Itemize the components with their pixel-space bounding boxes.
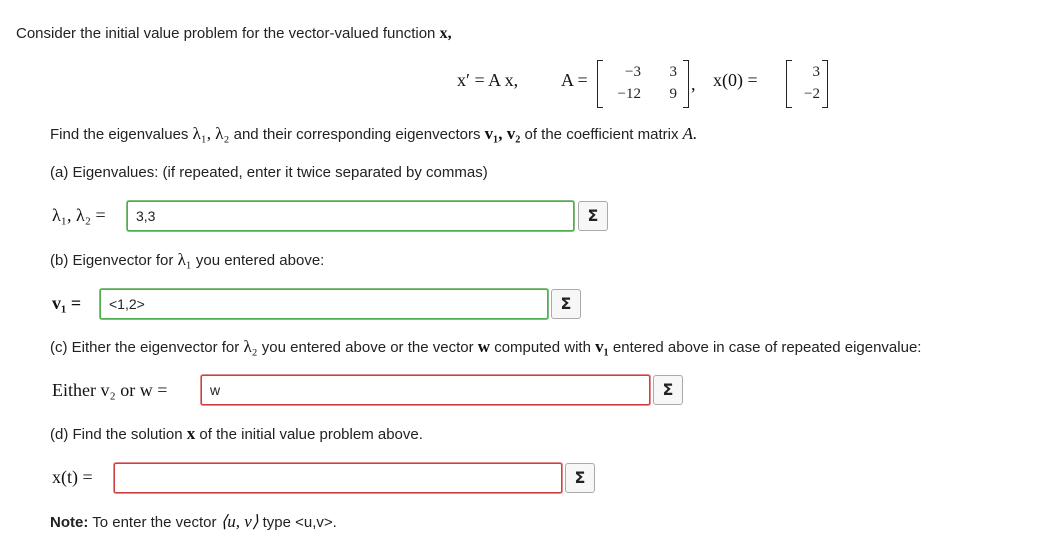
part-b-text: (b) Eigenvector for bbox=[50, 252, 174, 269]
equation-comma: , bbox=[691, 74, 696, 94]
note-label: Note: bbox=[50, 514, 89, 531]
part-a-math-label: λ₁, λ₂ = bbox=[52, 205, 106, 225]
equation-editor-button[interactable]: Σ bbox=[565, 463, 595, 493]
solution-input[interactable] bbox=[114, 463, 562, 493]
part-a-label: (a) Eigenvalues: (if repeated, enter it twice separated by commas) bbox=[50, 164, 488, 181]
intro-text: Consider the initial value problem for the vector-valued function bbox=[16, 25, 436, 42]
part-c-text: entered above in case of repeated eigenvalue: bbox=[612, 339, 922, 356]
eigenvector-v1-input[interactable] bbox=[100, 289, 548, 319]
instruction-text: and their corresponding eigenvectors bbox=[233, 126, 481, 143]
part-d-symbol: x bbox=[186, 424, 196, 443]
eigenvector-v2-or-w-input[interactable] bbox=[201, 375, 650, 405]
matrix-cell: 9 bbox=[669, 86, 677, 102]
part-c-symbol: λ₂ bbox=[243, 337, 258, 356]
note bbox=[50, 513, 337, 532]
part-b-math-label: v₁ = bbox=[52, 293, 82, 313]
part-c-math-label: Either v₂ or w = bbox=[52, 380, 168, 400]
part-c-text: (c) Either the eigenvector for bbox=[50, 339, 240, 356]
ode-equation: x′ = A x, bbox=[457, 70, 519, 90]
part-b-label bbox=[50, 251, 324, 270]
matrix-cell: −3 bbox=[625, 64, 641, 80]
instruction-text: Find the eigenvalues bbox=[50, 126, 189, 143]
matrix-cell: 3 bbox=[669, 64, 677, 80]
equation-editor-button[interactable]: Σ bbox=[551, 289, 581, 319]
instruction-matrix: A. bbox=[682, 124, 698, 143]
instruction-line bbox=[50, 125, 697, 144]
part-b-text: you entered above: bbox=[195, 252, 325, 269]
part-d-label bbox=[50, 425, 423, 444]
note-symbol: ⟨u, v⟩ bbox=[220, 512, 259, 531]
vector-cell: −2 bbox=[804, 86, 820, 102]
instruction-vectors: v₁, v₂ bbox=[484, 124, 521, 143]
intro-line bbox=[16, 25, 452, 43]
part-c-text: computed with bbox=[494, 339, 591, 356]
instruction-lambdas: λ₁, λ₂ bbox=[192, 124, 230, 143]
part-c-label bbox=[50, 338, 921, 357]
part-c-text: you entered above or the vector bbox=[261, 339, 474, 356]
equation-editor-button[interactable]: Σ bbox=[578, 201, 608, 231]
part-d-text: (d) Find the solution bbox=[50, 426, 183, 443]
equation-editor-button[interactable]: Σ bbox=[653, 375, 683, 405]
note-text: type <u,v>. bbox=[262, 514, 337, 531]
intro-var: x, bbox=[439, 25, 452, 42]
part-d-math-label: x(t) = bbox=[52, 467, 93, 487]
vector-cell: 3 bbox=[812, 64, 820, 80]
part-b-symbol: λ₁ bbox=[177, 250, 192, 269]
initial-condition-label: x(0) = bbox=[713, 70, 758, 90]
matrix-a-label: A = bbox=[561, 70, 588, 90]
part-c-symbol: w bbox=[477, 337, 491, 356]
part-d-text: of the initial value problem above. bbox=[199, 426, 423, 443]
matrix-a bbox=[597, 60, 689, 108]
part-c-symbol: v₁ bbox=[595, 337, 609, 356]
eigenvalues-input[interactable] bbox=[127, 201, 574, 231]
matrix-cell: −12 bbox=[617, 86, 641, 102]
instruction-text: of the coefficient matrix bbox=[524, 126, 679, 143]
initial-vector bbox=[786, 60, 828, 108]
note-text: To enter the vector bbox=[92, 514, 217, 531]
